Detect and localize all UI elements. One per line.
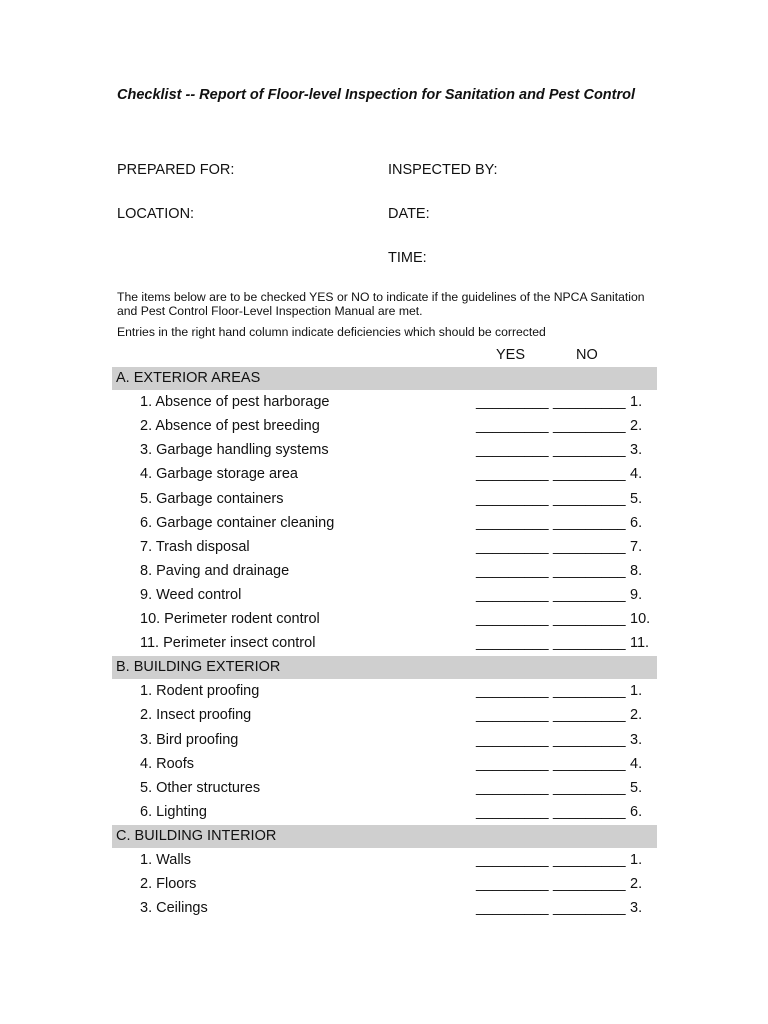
deficiency-number: 11. — [630, 635, 650, 652]
no-answer-blank[interactable]: _________ — [553, 803, 626, 820]
checklist-row — [0, 441, 768, 465]
checklist-item-label: 1. Walls — [140, 852, 192, 868]
no-answer-blank[interactable]: _________ — [553, 466, 626, 483]
deficiency-number: 5. — [630, 779, 643, 796]
yes-answer-blank[interactable]: _________ — [476, 466, 549, 483]
time-label: TIME: — [388, 250, 427, 266]
checklist-row — [0, 875, 768, 899]
checklist-item-label: 6. Garbage container cleaning — [140, 514, 335, 531]
section-header-exterior-areas: A. EXTERIOR AREAS — [112, 367, 657, 390]
checklist-item-label: 5. Garbage containers — [140, 490, 284, 507]
deficiency-number: 9. — [630, 586, 643, 603]
yes-answer-blank[interactable]: _________ — [476, 803, 549, 820]
inspected-by-label: INSPECTED BY: — [388, 162, 498, 178]
document-title: Checklist -- Report of Floor-level Inspection for Sanitation and Pest Control — [117, 87, 636, 103]
yes-answer-blank[interactable]: _________ — [476, 779, 549, 796]
checklist-row — [0, 610, 768, 634]
checklist-row — [0, 682, 768, 706]
deficiency-number: 1. — [630, 394, 643, 411]
deficiency-number: 4. — [630, 466, 643, 483]
checklist-item-label: 1. Rodent proofing — [140, 683, 260, 700]
checklist-item-label: 2. Floors — [140, 876, 197, 893]
deficiency-number: 7. — [630, 538, 643, 555]
checklist-row — [0, 731, 768, 755]
no-answer-blank[interactable]: _________ — [553, 442, 626, 459]
location-label: LOCATION: — [117, 206, 195, 222]
checklist-item-label: 6. Lighting — [140, 803, 207, 820]
yes-answer-blank[interactable]: _________ — [476, 442, 549, 459]
checklist-item-label: 5. Other structures — [140, 779, 261, 796]
yes-answer-blank[interactable]: _________ — [476, 611, 549, 627]
no-answer-blank[interactable]: _________ — [553, 562, 626, 579]
yes-answer-blank[interactable]: _________ — [476, 852, 549, 868]
checklist-item-label: 4. Garbage storage area — [140, 466, 298, 483]
yes-answer-blank[interactable]: _________ — [476, 418, 549, 435]
checklist-row — [0, 634, 768, 658]
checklist-row — [0, 562, 768, 586]
deficiency-number: 3. — [630, 900, 643, 917]
yes-answer-blank[interactable]: _________ — [476, 490, 549, 507]
deficiency-number: 3. — [630, 731, 643, 748]
section-header-building-exterior: B. BUILDING EXTERIOR — [112, 656, 657, 679]
no-answer-blank[interactable]: _________ — [553, 876, 626, 893]
checklist-item-label: 1. Absence of pest harborage — [140, 394, 330, 411]
no-answer-blank[interactable]: _________ — [553, 394, 626, 411]
yes-answer-blank[interactable]: _________ — [476, 707, 549, 724]
checklist-item-label: 3. Ceilings — [140, 900, 208, 917]
prepared-for-label: PREPARED FOR: — [117, 162, 235, 178]
deficiency-number: 8. — [630, 562, 643, 579]
deficiency-number: 6. — [630, 514, 643, 531]
checklist-row — [0, 514, 768, 538]
checklist-item-label: 4. Roofs — [140, 755, 194, 772]
no-answer-blank[interactable]: _________ — [553, 635, 626, 652]
checklist-row — [0, 417, 768, 441]
checklist-row — [0, 586, 768, 610]
intro-instructions: The items below are to be checked YES or NO to indicate if the guidelines of the NPCA Sanitation and Pest Control Floor-Level Inspection Manual are met. — [117, 290, 645, 318]
yes-answer-blank[interactable]: _________ — [476, 900, 549, 917]
checklist-item-label: 2. Insect proofing — [140, 707, 252, 724]
no-answer-blank[interactable]: _________ — [553, 586, 626, 603]
deficiency-number: 2. — [630, 707, 643, 724]
checklist-item-label: 9. Weed control — [140, 586, 242, 603]
deficiency-number: 10. — [630, 611, 651, 627]
checklist-item-label: 11. Perimeter insect control — [140, 635, 316, 652]
deficiency-number: 1. — [630, 683, 643, 700]
no-answer-blank[interactable]: _________ — [553, 755, 626, 772]
deficiency-number: 6. — [630, 803, 643, 820]
checklist-row — [0, 899, 768, 923]
no-answer-blank[interactable]: _________ — [553, 779, 626, 796]
checklist-row — [0, 779, 768, 803]
deficiency-number: 2. — [630, 876, 643, 893]
no-answer-blank[interactable]: _________ — [553, 611, 626, 627]
deficiency-number: 4. — [630, 755, 643, 772]
no-answer-blank[interactable]: _________ — [553, 418, 626, 435]
yes-answer-blank[interactable]: _________ — [476, 876, 549, 893]
yes-answer-blank[interactable]: _________ — [476, 514, 549, 531]
checklist-row — [0, 803, 768, 827]
no-answer-blank[interactable]: _________ — [553, 538, 626, 555]
checklist-row — [0, 393, 768, 417]
checklist-item-label: 3. Garbage handling systems — [140, 442, 329, 459]
yes-answer-blank[interactable]: _________ — [476, 683, 549, 700]
checklist-row — [0, 538, 768, 562]
checklist-item-label: 2. Absence of pest breeding — [140, 418, 320, 435]
checklist-item-label: 8. Paving and drainage — [140, 562, 290, 579]
checklist-item-label: 3. Bird proofing — [140, 731, 239, 748]
yes-answer-blank[interactable]: _________ — [476, 562, 549, 579]
no-answer-blank[interactable]: _________ — [553, 731, 626, 748]
deficiency-number: 3. — [630, 442, 643, 459]
deficiency-number: 5. — [630, 490, 643, 507]
yes-answer-blank[interactable]: _________ — [476, 731, 549, 748]
yes-answer-blank[interactable]: _________ — [476, 538, 549, 555]
yes-answer-blank[interactable]: _________ — [476, 586, 549, 603]
checklist-row — [0, 706, 768, 730]
checklist-row — [0, 851, 768, 875]
yes-answer-blank[interactable]: _________ — [476, 635, 549, 652]
no-answer-blank[interactable]: _________ — [553, 900, 626, 917]
checklist-item-label: 7. Trash disposal — [140, 538, 250, 555]
yes-answer-blank[interactable]: _________ — [476, 394, 549, 411]
no-answer-blank[interactable]: _________ — [553, 852, 626, 868]
no-answer-blank[interactable]: _________ — [553, 683, 626, 700]
intro-deficiencies-note: Entries in the right hand column indicate deficiencies which should be corrected — [117, 325, 546, 339]
deficiency-number: 1. — [630, 852, 643, 868]
no-column-header: NO — [576, 347, 598, 363]
checklist-row — [0, 490, 768, 514]
no-answer-blank[interactable]: _________ — [553, 490, 626, 507]
checklist-item-label: 10. Perimeter rodent control — [140, 611, 320, 627]
deficiency-number: 2. — [630, 418, 643, 435]
date-label: DATE: — [388, 206, 430, 222]
checklist-row — [0, 755, 768, 779]
yes-column-header: YES — [496, 347, 526, 363]
no-answer-blank[interactable]: _________ — [553, 707, 626, 724]
yes-answer-blank[interactable]: _________ — [476, 755, 549, 772]
checklist-row — [0, 465, 768, 489]
section-header-building-interior: C. BUILDING INTERIOR — [112, 825, 657, 848]
no-answer-blank[interactable]: _________ — [553, 514, 626, 531]
